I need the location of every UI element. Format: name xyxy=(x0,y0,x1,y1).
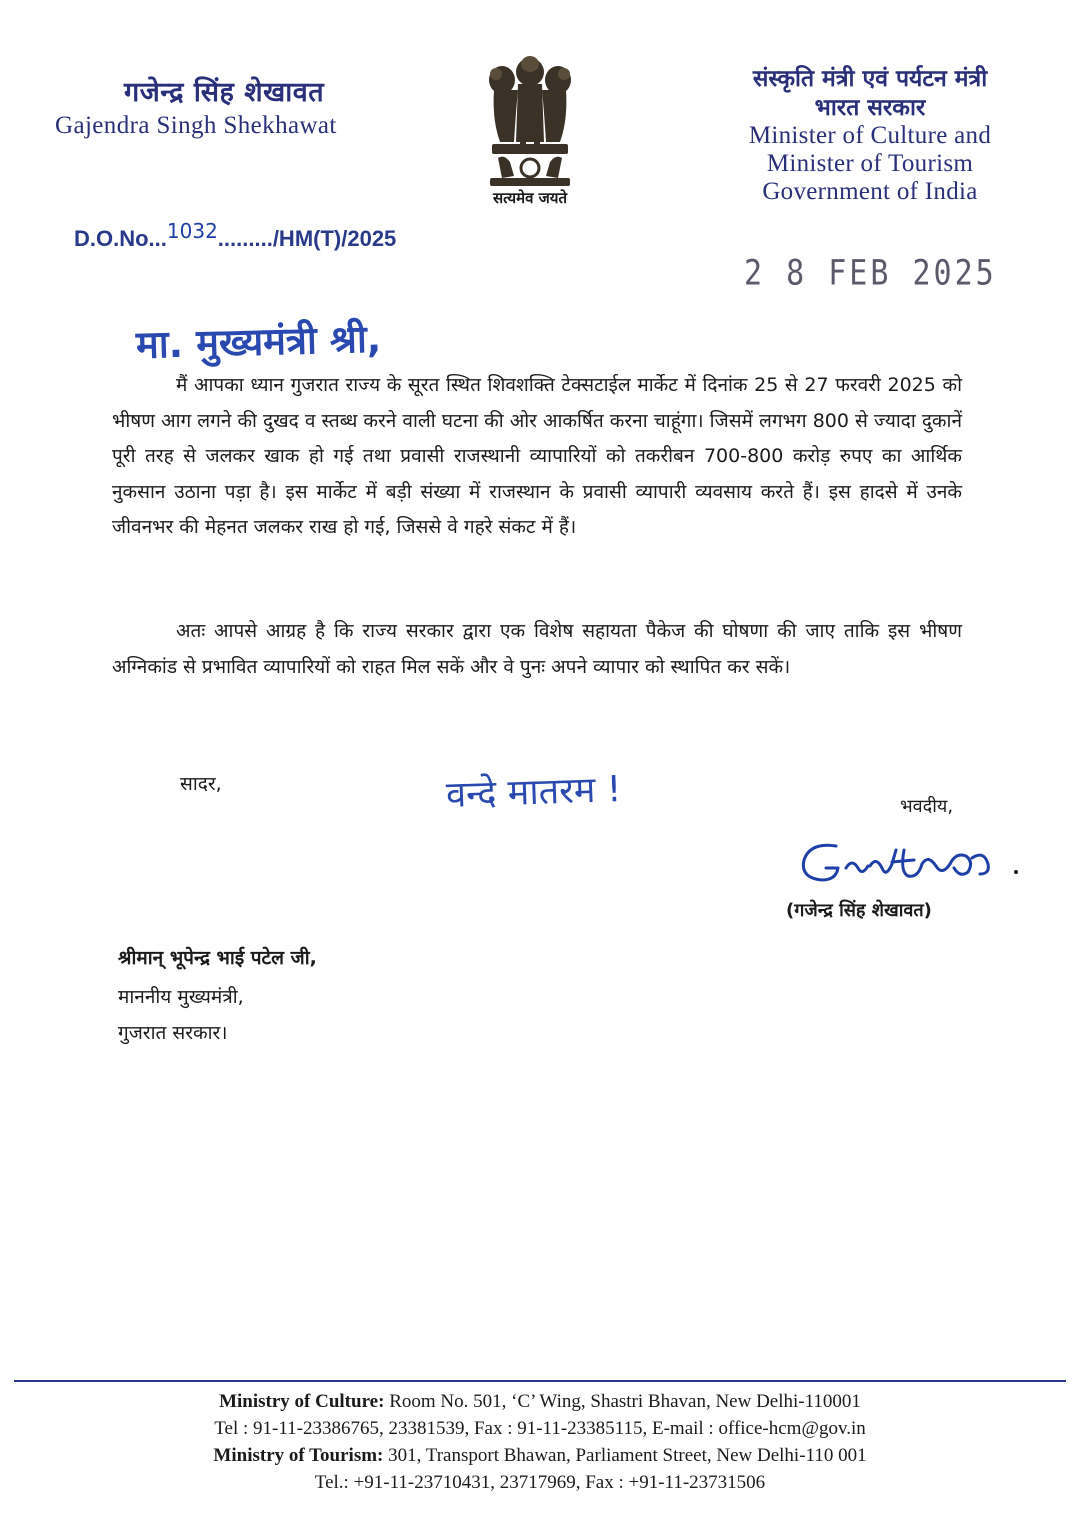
ashoka-emblem-icon xyxy=(480,50,580,200)
designation-block xyxy=(700,64,1040,206)
footer-culture-address-line xyxy=(100,1388,980,1415)
salutation: मा. मुख्यमंत्री श्री, xyxy=(135,316,382,367)
footer-tourism-address-line xyxy=(100,1442,980,1469)
addressee-office: गुजरात सरकार। xyxy=(118,1022,228,1044)
footer-tourism-address: 301, Transport Bhawan, Parliament Street, New Delhi-110 001 xyxy=(383,1445,867,1466)
closing-yours: भवदीय, xyxy=(900,796,954,817)
designation-hindi-line-2: भारत सरकार xyxy=(814,94,926,121)
footer-tourism-label: Ministry of Tourism: xyxy=(213,1445,384,1466)
footer-culture-contact: Tel : 91-11-23386765, 23381539, Fax : 91-11-23385115, E-mail : office-hcm@gov.in xyxy=(214,1418,866,1439)
designation-hindi-line-1: संस्कृति मंत्री एवं पर्यटन मंत्री xyxy=(752,65,988,92)
designation-english-line-1: Minister of Culture and xyxy=(748,122,992,149)
footer-culture-address: Room No. 501, ‘C’ Wing, Shastri Bhavan, New Delhi-110001 xyxy=(384,1391,861,1412)
letter-paragraph-1: मैं आपका ध्यान गुजरात राज्य के सूरत स्थित शिवशक्ति टेक्सटाईल मार्केट में दिनांक 25 से 27 फरवरी 2025 को भीषण आग लगने की दुखद व स्तब्ध करने वाली घटना की ओर आकर्षित करना चाहूंगा। जिसमें लगभग 800 से ज्यादा दुकानें पूरी तरह से जलकर खाक हो गई तथा प्रवासी राजस्थानी व्यापारियों को तकरीबन 700-800 करोड़ रुपए का आर्थिक नुकसान उठाना पड़ा है। इस मार्केट में बड़ी संख्या में राजस्थान के प्रवासी व्यापारी व्यवसाय करते हैं। इस हादसे में उनके जीवनभर की मेहनत जलकर राख हो गई, जिससे वे गहरे संकट में हैं। xyxy=(112,374,962,538)
do-suffix: /HM(T)/2025 xyxy=(272,226,397,251)
emblem-motto: सत्यमेव जयते xyxy=(492,189,568,207)
designation-english-line-3: Government of India xyxy=(762,178,978,205)
date-stamp: 2 8 FEB 2025 xyxy=(744,253,997,294)
handwritten-signature-icon xyxy=(796,828,1026,898)
signer-name: (गजेन्द्र सिंह शेखावत) xyxy=(786,900,932,921)
footer-tourism-contact: Tel.: +91-11-23710431, 23717969, Fax : +91-11-23731506 xyxy=(314,1472,766,1493)
letter-paragraph-2: अतः आपसे आग्रह है कि राज्य सरकार द्वारा एक विशेष सहायता पैकेज की घोषणा की जाए ताकि इस भीषण अग्निकांड से प्रभावित व्यापारियों को राहत मिल सकें और वे पुनः अपने व्यापार को स्थापित कर सकें। xyxy=(112,620,962,678)
do-prefix: D.O.No... xyxy=(74,226,167,251)
do-dots: ......... xyxy=(217,226,273,251)
do-number-handwritten: 1032 xyxy=(166,219,218,243)
footer-address-block xyxy=(100,1388,980,1496)
footer-culture-label: Ministry of Culture: xyxy=(219,1391,385,1412)
do-reference xyxy=(74,219,397,252)
closing-regards: सादर, xyxy=(180,773,222,795)
footer-divider xyxy=(14,1380,1066,1382)
addressee-name: श्रीमान् भूपेन्द्र भाई पटेल जी, xyxy=(118,947,317,969)
closing-handwritten-greeting: वन्दे मातरम ! xyxy=(445,768,622,817)
addressee-designation: माननीय मुख्यमंत्री, xyxy=(118,986,244,1008)
sender-name-hindi: गजेन्द्र सिंह शेखावत xyxy=(124,77,325,108)
designation-english-line-2: Minister of Tourism xyxy=(766,150,974,177)
sender-name-english: Gajendra Singh Shekhawat xyxy=(55,112,337,139)
